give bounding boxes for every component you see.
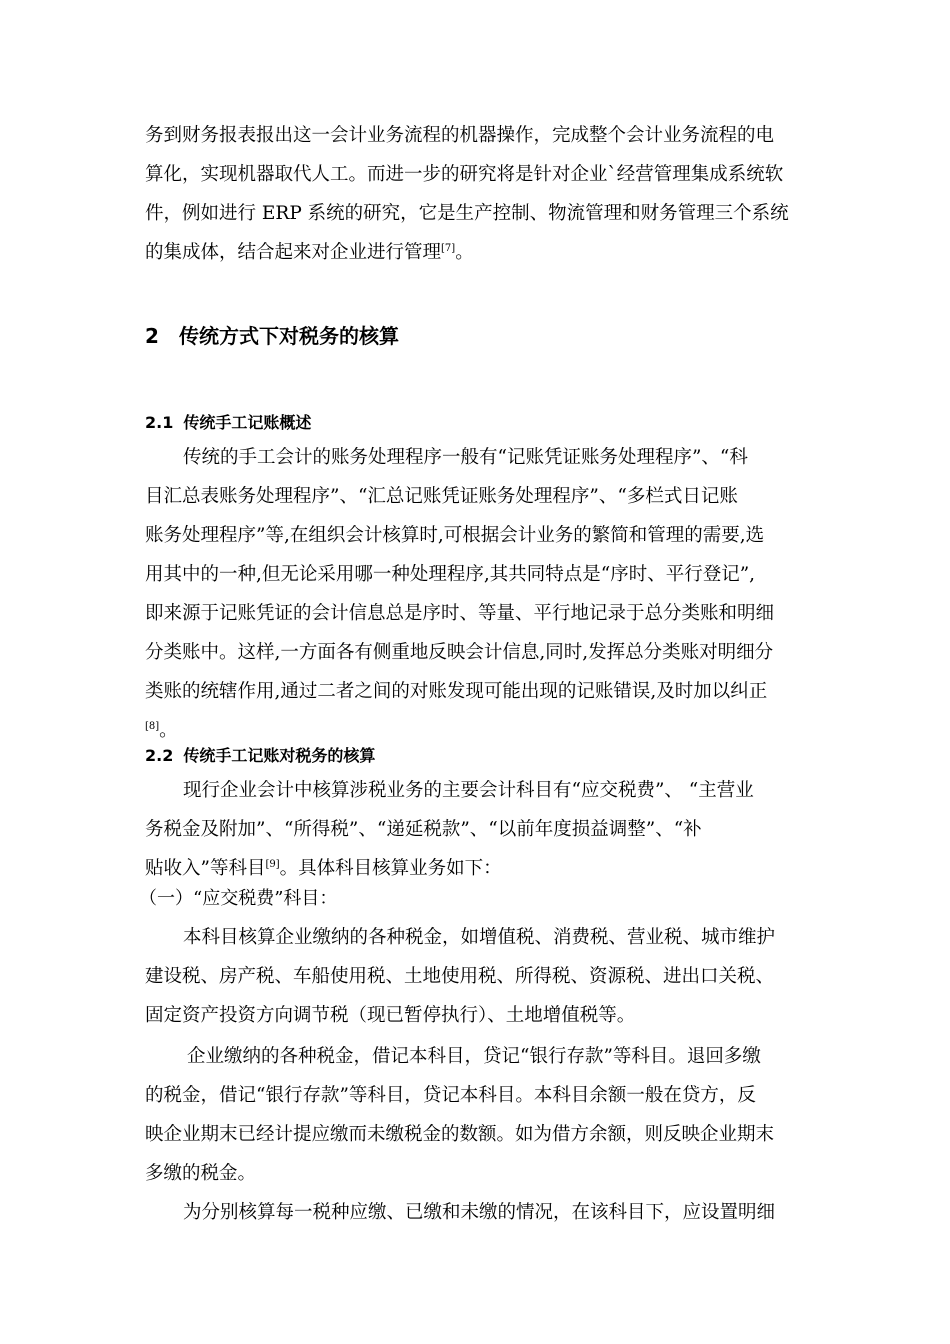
subsection-number: 2.1 — [145, 413, 174, 432]
paragraph-tail: 。具体科目核算业务如下： — [279, 858, 502, 879]
taxes-paragraph-1 — [145, 918, 813, 1035]
subsection-heading-2-1 — [145, 410, 311, 433]
paragraph-line: 分类账中。这样,一方面各有侧重地反映会计信息,同时,发挥总分类账对明细分 — [145, 642, 774, 663]
paragraph-line: 企业缴纳的各种税金，借记本科目，贷记“银行存款”等科目。退回多缴 — [187, 1046, 761, 1067]
intro-line: 算化，实现机器取代人工。而进一步的研究将是针对企业`经营管理集成系统软 — [145, 164, 784, 185]
intro-line-last — [145, 233, 813, 272]
taxes-paragraph-2 — [145, 1037, 813, 1193]
section-heading — [145, 320, 399, 349]
citation-ref: [8] — [145, 721, 160, 732]
citation-ref: [9] — [265, 859, 280, 870]
paragraph-line-last — [145, 849, 813, 888]
paragraph-line: 目汇总表账务处理程序”、“汇总记账凭证账务处理程序”、“多栏式日记账 — [145, 486, 738, 507]
paragraph-line: 多缴的税金。 — [145, 1163, 257, 1184]
section-title: 传统方式下对税务的核算 — [179, 324, 399, 348]
paragraph-line: 建设税、房产税、车船使用税、土地使用税、所得税、资源税、进出口关税、 — [145, 966, 775, 987]
paragraph-line: 固定资产投资方向调节税（现已暂停执行）、土地增值税等。 — [145, 1005, 636, 1026]
intro-line: 务到财务报表报出这一会计业务流程的机器操作，完成整个会计业务流程的电 — [145, 125, 775, 146]
paragraph-line: 传统的手工会计的账务处理程序一般有“记账凭证账务处理程序”、“科 — [183, 447, 748, 468]
paragraph-line: 账务处理程序”等,在组织会计核算时,可根据会计业务的繁简和管理的需要,选 — [145, 525, 765, 546]
intro-tail: 。 — [455, 242, 474, 263]
section-2-1-paragraph — [145, 438, 813, 750]
subsection-heading-2-2 — [145, 743, 375, 766]
subsection-title: 传统手工记账概述 — [183, 413, 312, 432]
paragraph-line-text: 贴收入”等科目 — [145, 858, 266, 879]
paragraph-line: 用其中的一种,但无论采用哪一种处理程序,其共同特点是“序时、平行登记”, — [145, 564, 756, 585]
paragraph-line: 的税金，借记“银行存款”等科目，贷记本科目。本科目余额一般在贷方，反 — [145, 1085, 756, 1106]
intro-line-text: 的集成体，结合起来对企业进行管理 — [145, 242, 442, 263]
intro-line: 件，例如进行 ERP 系统的研究，它是生产控制、物流管理和财务管理三个系统 — [145, 203, 789, 224]
section-2-2-paragraph — [145, 771, 813, 888]
paragraph-line: 类账的统辖作用,通过二者之间的对账发现可能出现的记账错误,及时加以纠正 — [145, 681, 768, 702]
paragraph-line: 务税金及附加”、“所得税”、“递延税款”、“以前年度损益调整”、“补 — [145, 819, 702, 840]
paragraph-line: 本科目核算企业缴纳的各种税金，如增值税、消费税、营业税、城市维护 — [183, 927, 776, 948]
paragraph-line: 现行企业会计中核算涉税业务的主要会计科目有“应交税费”、 “主营业 — [183, 780, 754, 801]
paragraph-tail: 。 — [159, 720, 178, 741]
section-number: 2 — [145, 324, 159, 348]
intro-paragraph — [145, 116, 813, 272]
paragraph-line: 为分别核算每一税种应缴、已缴和未缴的情况，在该科目下，应设置明细 — [183, 1202, 776, 1223]
subitem-heading: （一）“应交税费”科目： — [139, 888, 338, 909]
subsection-title: 传统手工记账对税务的核算 — [183, 746, 376, 765]
citation-ref: [7] — [441, 243, 456, 254]
paragraph-line: 即来源于记账凭证的会计信息总是序时、等量、平行地记录于总分类账和明细 — [145, 603, 775, 624]
subsection-number: 2.2 — [145, 746, 174, 765]
taxes-paragraph-3 — [145, 1193, 813, 1232]
paragraph-line: 映企业期末已经计提应缴而未缴税金的数额。如为借方余额，则反映企业期末 — [145, 1124, 775, 1145]
